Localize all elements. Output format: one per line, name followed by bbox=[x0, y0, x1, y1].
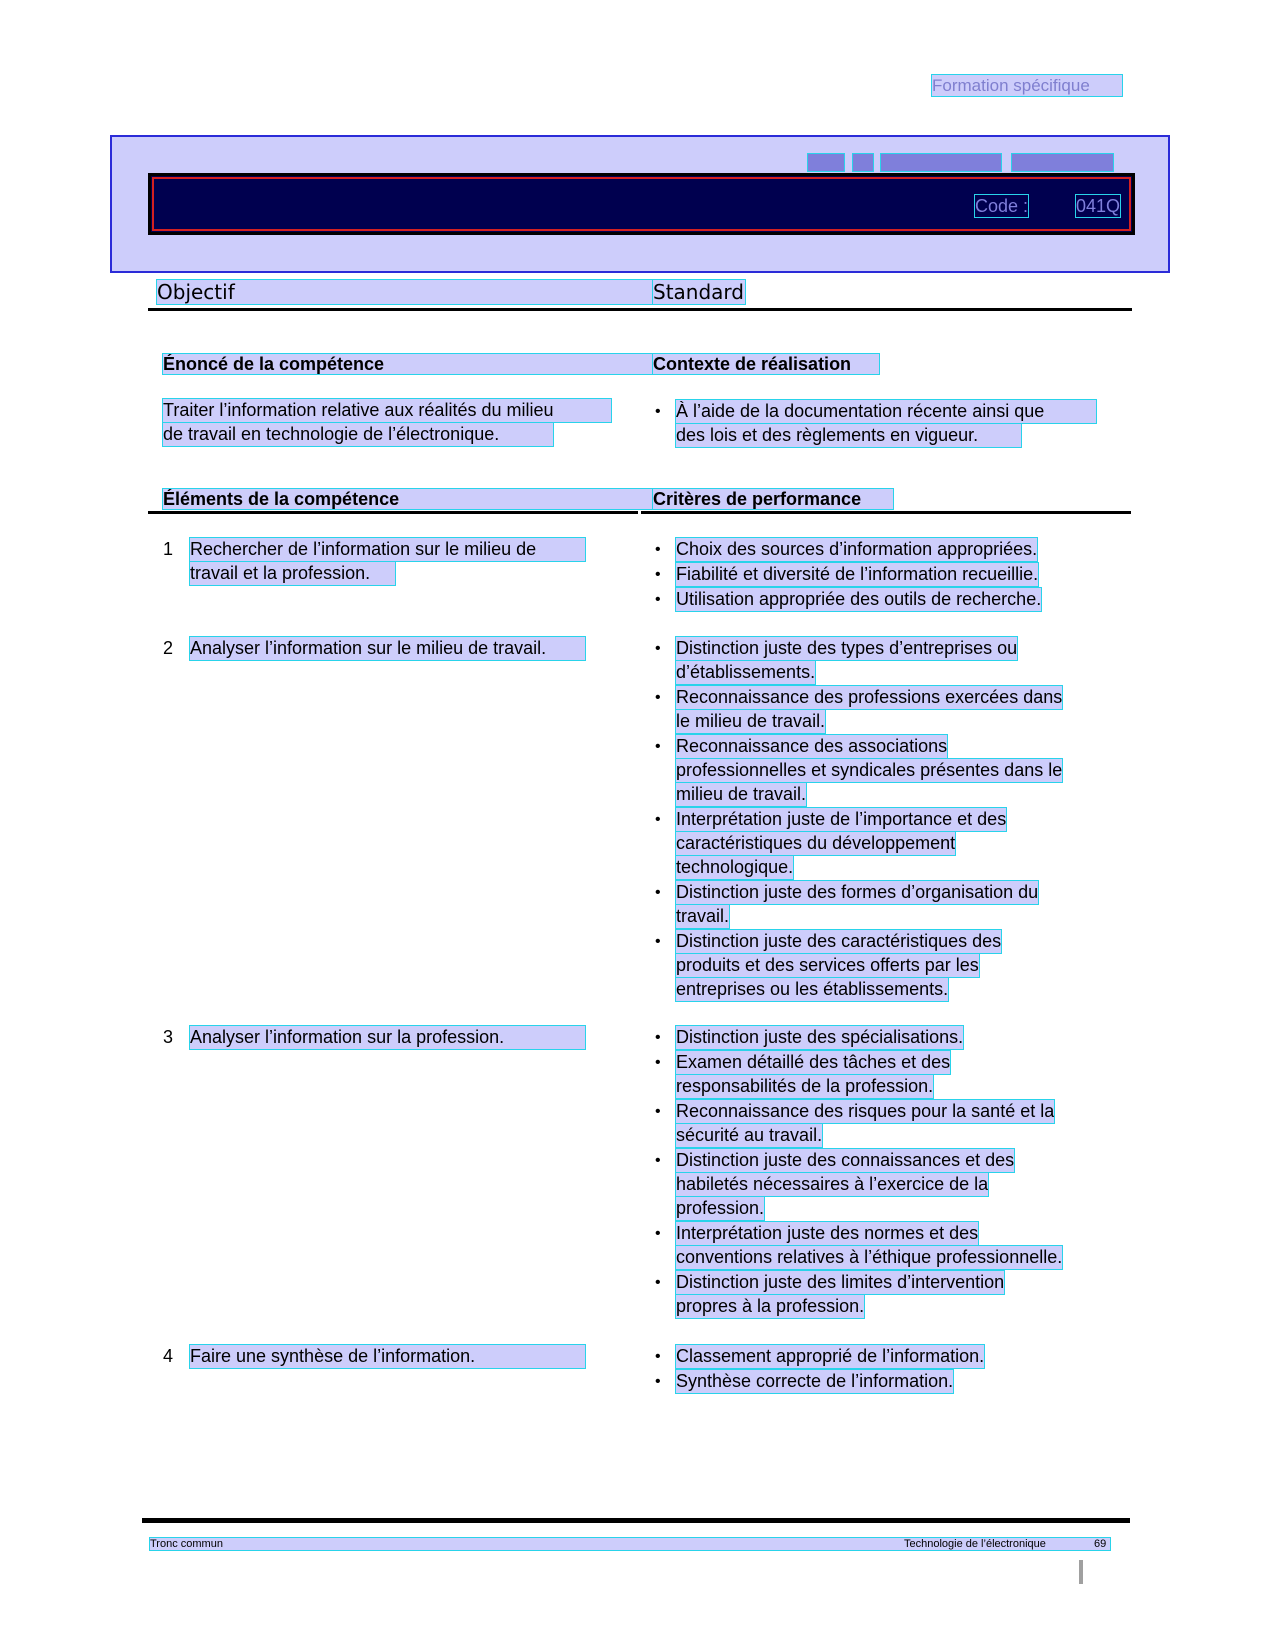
criterion-line: entreprises ou les établissements. bbox=[676, 979, 949, 999]
bullet-icon: • bbox=[655, 884, 661, 901]
criterion-line: technologique. bbox=[676, 857, 794, 877]
bullet-icon: • bbox=[655, 640, 661, 657]
element-text: Analyser l’information sur la profession. bbox=[190, 1026, 585, 1049]
objective-title: Objectif bbox=[157, 280, 653, 304]
bullet-icon: • bbox=[655, 1274, 661, 1291]
context-line: À l’aide de la documentation récente ainsi que bbox=[676, 400, 1096, 423]
criterion-line: travail. bbox=[676, 906, 730, 926]
criterion-line: Distinction juste des connaissances et des bbox=[676, 1150, 1015, 1170]
context-heading: Contexte de réalisation bbox=[653, 354, 879, 374]
criterion-line: sécurité au travail. bbox=[676, 1125, 823, 1145]
criterion-line: Reconnaissance des risques pour la santé et la bbox=[676, 1101, 1055, 1121]
element-text: travail et la profession. bbox=[190, 562, 395, 585]
code-value: 041Q bbox=[1076, 196, 1121, 216]
criterion-line: Choix des sources d’information appropriées. bbox=[676, 539, 1038, 559]
element-text: Faire une synthèse de l’information. bbox=[190, 1345, 585, 1368]
bullet-icon: • bbox=[655, 689, 661, 706]
bullet-icon: • bbox=[655, 933, 661, 950]
page-number: 69 bbox=[1094, 1538, 1107, 1550]
criterion-line: le milieu de travail. bbox=[676, 711, 826, 731]
element-number: 1 bbox=[163, 539, 174, 559]
text-cursor bbox=[1079, 1560, 1083, 1584]
standard-title: Standard bbox=[653, 280, 744, 304]
bullet-icon: • bbox=[655, 566, 661, 583]
criterion-line: d’établissements. bbox=[676, 662, 816, 682]
bullet-icon: • bbox=[655, 738, 661, 755]
criterion-line: conventions relatives à l’éthique professionnelle. bbox=[676, 1247, 1063, 1267]
criterion-line: propres à la profession. bbox=[676, 1296, 865, 1316]
criterion-line: Distinction juste des caractéristiques des bbox=[676, 931, 1002, 951]
statement-line: Traiter l’information relative aux réalités du milieu bbox=[163, 399, 611, 422]
criterion-line: Distinction juste des limites d’intervention bbox=[676, 1272, 1005, 1292]
criterion-line: Interprétation juste des normes et des bbox=[676, 1223, 979, 1243]
criterion-line: Classement approprié de l’information. bbox=[676, 1346, 985, 1366]
element-number: 3 bbox=[163, 1027, 174, 1047]
statement-line: de travail en technologie de l’électronique. bbox=[163, 423, 553, 446]
criterion-line: Distinction juste des spécialisations. bbox=[676, 1027, 964, 1047]
criterion-line: profession. bbox=[676, 1198, 765, 1218]
criterion-line: milieu de travail. bbox=[676, 784, 807, 804]
criteria-rule bbox=[641, 511, 1131, 514]
criterion-line: Fiabilité et diversité de l’information recueillie. bbox=[676, 564, 1039, 584]
bullet-icon: • bbox=[655, 541, 661, 558]
criterion-line: Interprétation juste de l’importance et des bbox=[676, 809, 1007, 829]
context-line: des lois et des règlements en vigueur. bbox=[676, 424, 1021, 447]
criterion-line: Utilisation appropriée des outils de recherche. bbox=[676, 589, 1042, 609]
elements-rule bbox=[148, 511, 638, 514]
title-rule bbox=[148, 308, 1132, 311]
bullet-icon: • bbox=[655, 1029, 661, 1046]
footer-right: Technologie de l’électronique bbox=[904, 1538, 1046, 1550]
element-number: 4 bbox=[163, 1346, 174, 1366]
statement-heading: Énoncé de la compétence bbox=[163, 354, 653, 374]
bullet-icon: • bbox=[655, 1152, 661, 1169]
footer-rule bbox=[142, 1518, 1130, 1523]
criterion-line: produits et des services offerts par les bbox=[676, 955, 979, 975]
element-text: Analyser l’information sur le milieu de travail. bbox=[190, 637, 585, 660]
bullet-icon: • bbox=[655, 1348, 661, 1365]
bullet-icon: • bbox=[655, 1373, 661, 1390]
element-number: 2 bbox=[163, 638, 174, 658]
code-label: Code : bbox=[975, 196, 1029, 216]
criteria-heading: Critères de performance bbox=[653, 489, 893, 509]
criterion-line: professionnelles et syndicales présentes dans le bbox=[676, 760, 1063, 780]
elements-heading: Éléments de la compétence bbox=[163, 489, 653, 509]
bullet-icon: • bbox=[655, 811, 661, 828]
bullet-icon: • bbox=[655, 1103, 661, 1120]
bullet-icon: • bbox=[655, 403, 661, 420]
bullet-icon: • bbox=[655, 591, 661, 608]
criterion-line: caractéristiques du développement bbox=[676, 833, 956, 853]
criterion-line: Distinction juste des types d’entreprises ou bbox=[676, 638, 1018, 658]
element-text: Rechercher de l’information sur le milieu de bbox=[190, 538, 585, 561]
criterion-line: Reconnaissance des associations bbox=[676, 736, 948, 756]
program-label: Formation spécifique bbox=[932, 75, 1122, 96]
criterion-line: Distinction juste des formes d’organisation du bbox=[676, 882, 1039, 902]
bullet-icon: • bbox=[655, 1054, 661, 1071]
criterion-line: Reconnaissance des professions exercées dans bbox=[676, 687, 1063, 707]
criterion-line: responsabilités de la profession. bbox=[676, 1076, 934, 1096]
criterion-line: habiletés nécessaires à l’exercice de la bbox=[676, 1174, 989, 1194]
criterion-line: Examen détaillé des tâches et des bbox=[676, 1052, 951, 1072]
bullet-icon: • bbox=[655, 1225, 661, 1242]
footer-left: Tronc commun bbox=[150, 1538, 223, 1550]
criterion-line: Synthèse correcte de l’information. bbox=[676, 1371, 954, 1391]
